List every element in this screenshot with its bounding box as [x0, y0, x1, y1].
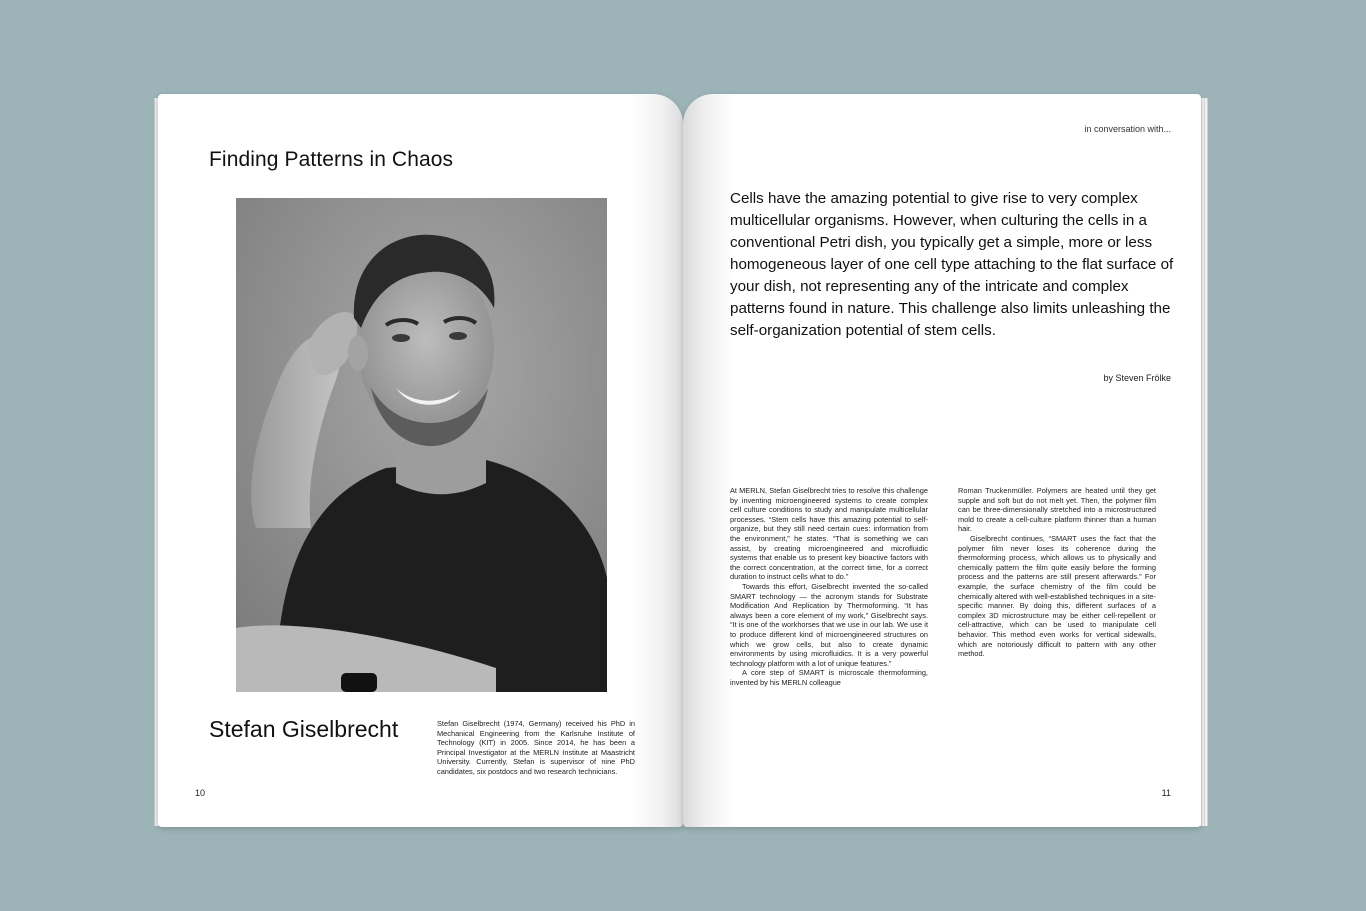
left-page [158, 94, 683, 827]
body-paragraph: A core step of SMART is microscale thermoforming, invented by his MERLN colleague [730, 668, 928, 687]
text-column-1 [730, 486, 928, 687]
portrait-illustration [236, 198, 607, 692]
subject-bio: Stefan Giselbrecht (1974, Germany) received his PhD in Mechanical Engineering from the Karlsruhe Institute of Technology (KIT) in 2005. Since 2014, he has been a Principal Investigator at the MERLN Institute at Maastricht University. Currently, Stefan is supervisor of nine PhD candidates, six postdocs and two research technicians. [437, 719, 635, 776]
subject-name: Stefan Giselbrecht [209, 716, 399, 742]
body-paragraph: Towards this effort, Giselbrecht invented the so-called SMART technology — the acronym stands for Substrate Modification And Replication by Thermoforming. “It has always been a core element of my work,” Giselbrecht says. “It is one of the workhorses that we use in our lab. We use it to produce different kind of microengineered structures on which we grow cells, but also to create dynamic environments by using microfluidics. It is a very powerful technology platform with a lot of unique features.” [730, 581, 928, 668]
text-column-2 [958, 486, 1156, 659]
right-page [683, 94, 1201, 827]
body-paragraph: Giselbrecht continues, “SMART uses the fact that the polymer film never loses its coherence during the thermoforming process, which allows us to physically and chemically pattern the film quite easily before the forming process and the patterns are still present afterwards.” For example, the surface chemistry of the film could be chemically altered with well-established techniques in a site-specific manner. By doing this, different surfaces of a complex 3D microstructure may be either cell-repellent or cell-attractive, which can be used to manipulate cell behavior. This method even works for vertical sidewalls, which are notoriously difficult to pattern with any other method. [958, 533, 1156, 659]
page-number-right: 11 [1161, 788, 1171, 798]
portrait-photo [236, 198, 607, 692]
article-title: Finding Patterns in Chaos [209, 148, 454, 171]
author-byline: by Steven Frölke [1103, 373, 1171, 383]
page-number-left: 10 [195, 788, 206, 798]
body-paragraph: At MERLN, Stefan Giselbrecht tries to resolve this challenge by inventing microengineered systems to create complex cell culture conditions to study and manipulate multicellular processes. “Stem cells have this amazing potential to self-organize, but they still need certain cues: information from the environment,” he states. “That is something we can assist, by creating microengineered and microfluidic systems that enable us to present key bioactive factors with the correct concentration, at the correct time, for a correct duration to instruct cells what to do.” [730, 486, 928, 582]
body-paragraph: Roman Truckenmüller. Polymers are heated until they get supple and soft but do not melt yet. Then, the polymer film can be three-dimensionally stretched into a microstructured mold to create a cell-culture platform thinner than a human hair. [958, 486, 1156, 534]
section-kicker: in conversation with... [1084, 124, 1171, 134]
lead-paragraph: Cells have the amazing potential to give rise to very complex multicellular organisms. However, when culturing the cells in a conventional Petri dish, you typically get a simple, more or less homogeneous layer of one cell type attaching to the flat surface of your dish, not representing any of the intricate and complex patterns found in nature. This challenge also limits unleashing the self-organization potential of stem cells. [730, 190, 1174, 339]
